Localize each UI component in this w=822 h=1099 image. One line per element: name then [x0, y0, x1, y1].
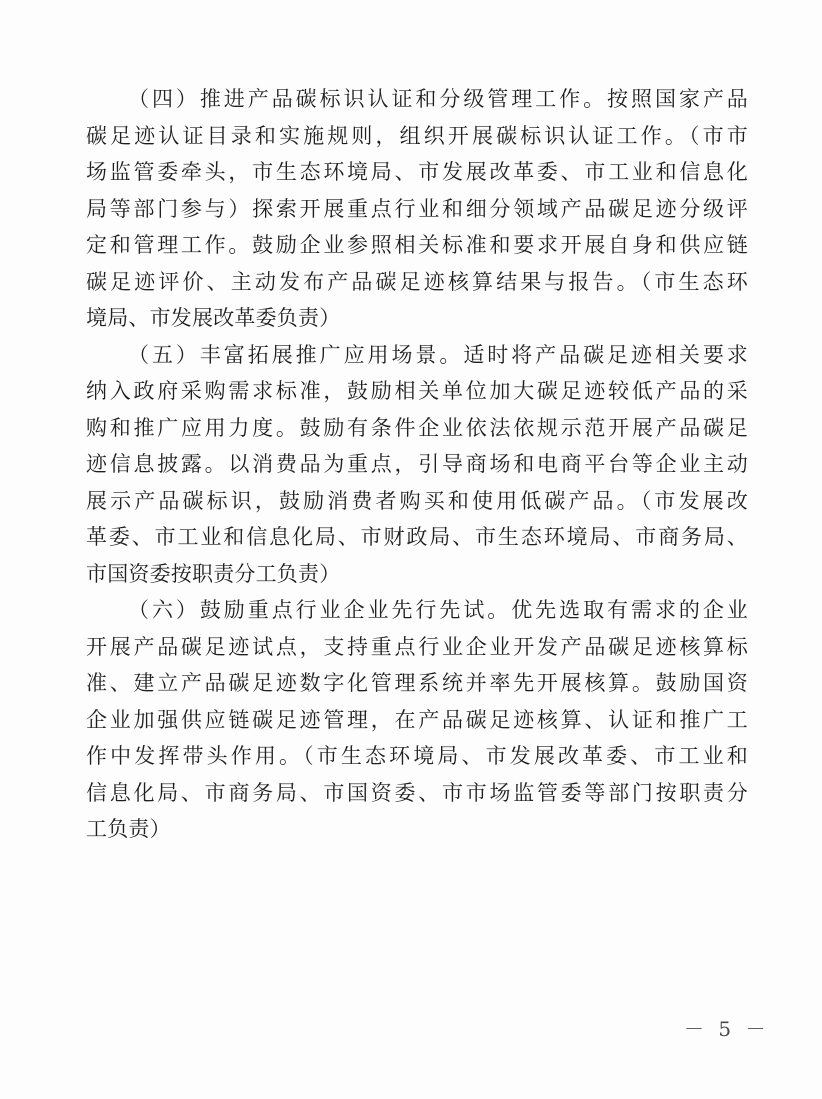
text-line: 境局、市发展改革委负责） [86, 306, 341, 330]
text-line: 市国资委按职责分工负责） [86, 561, 341, 586]
text-line: 局等部门参与）探索开展重点行业和细分领域产品碳足迹分级评 [86, 196, 748, 221]
paragraph-4 [86, 81, 748, 337]
document-body [86, 81, 748, 848]
text-line: 购和推广应用力度。鼓励有条件企业依法依规示范开展产品碳足 [86, 415, 748, 440]
text-line: 迹信息披露。以消费品为重点，引导商场和电商平台等企业主动 [86, 452, 748, 476]
text-line: 准、建立产品碳足迹数字化管理系统并率先开展核算。鼓励国资 [86, 671, 748, 695]
text-line: 工负责） [86, 817, 171, 841]
paragraph-5 [86, 337, 748, 593]
text-line: 碳足迹认证目录和实施规则，组织开展碳标识认证工作。（市市 [86, 123, 748, 148]
text-line: 开展产品碳足迹试点，支持重点行业企业开发产品碳足迹核算标 [86, 634, 748, 659]
text-line: 信息化局、市商务局、市国资委、市市场监管委等部门按职责分 [86, 780, 748, 805]
text-line: （四）推进产品碳标识认证和分级管理工作。按照国家产品 [128, 87, 748, 111]
text-line: 革委、市工业和信息化局、市财政局、市生态环境局、市商务局、 [86, 525, 748, 549]
text-line: 展示产品碳标识，鼓励消费者购买和使用低碳产品。（市发展改 [86, 488, 748, 513]
text-line: 碳足迹评价、主动发布产品碳足迹核算结果与报告。（市生态环 [86, 269, 748, 294]
text-line: 作中发挥带头作用。（市生态环境局、市发展改革委、市工业和 [86, 744, 748, 768]
page-number: － 5 － [684, 1017, 770, 1041]
paragraph-6 [86, 592, 748, 848]
text-line: （五）丰富拓展推广应用场景。适时将产品碳足迹相关要求 [128, 342, 748, 367]
text-line: 企业加强供应链碳足迹管理，在产品碳足迹核算、认证和推广工 [86, 707, 748, 732]
text-line: 定和管理工作。鼓励企业参照相关标准和要求开展自身和供应链 [86, 233, 748, 257]
text-line: 纳入政府采购需求标准，鼓励相关单位加大碳足迹较低产品的采 [86, 379, 748, 403]
text-line: 场监管委牵头，市生态环境局、市发展改革委、市工业和信息化 [86, 160, 748, 184]
text-line: （六）鼓励重点行业企业先行先试。优先选取有需求的企业 [128, 598, 748, 622]
